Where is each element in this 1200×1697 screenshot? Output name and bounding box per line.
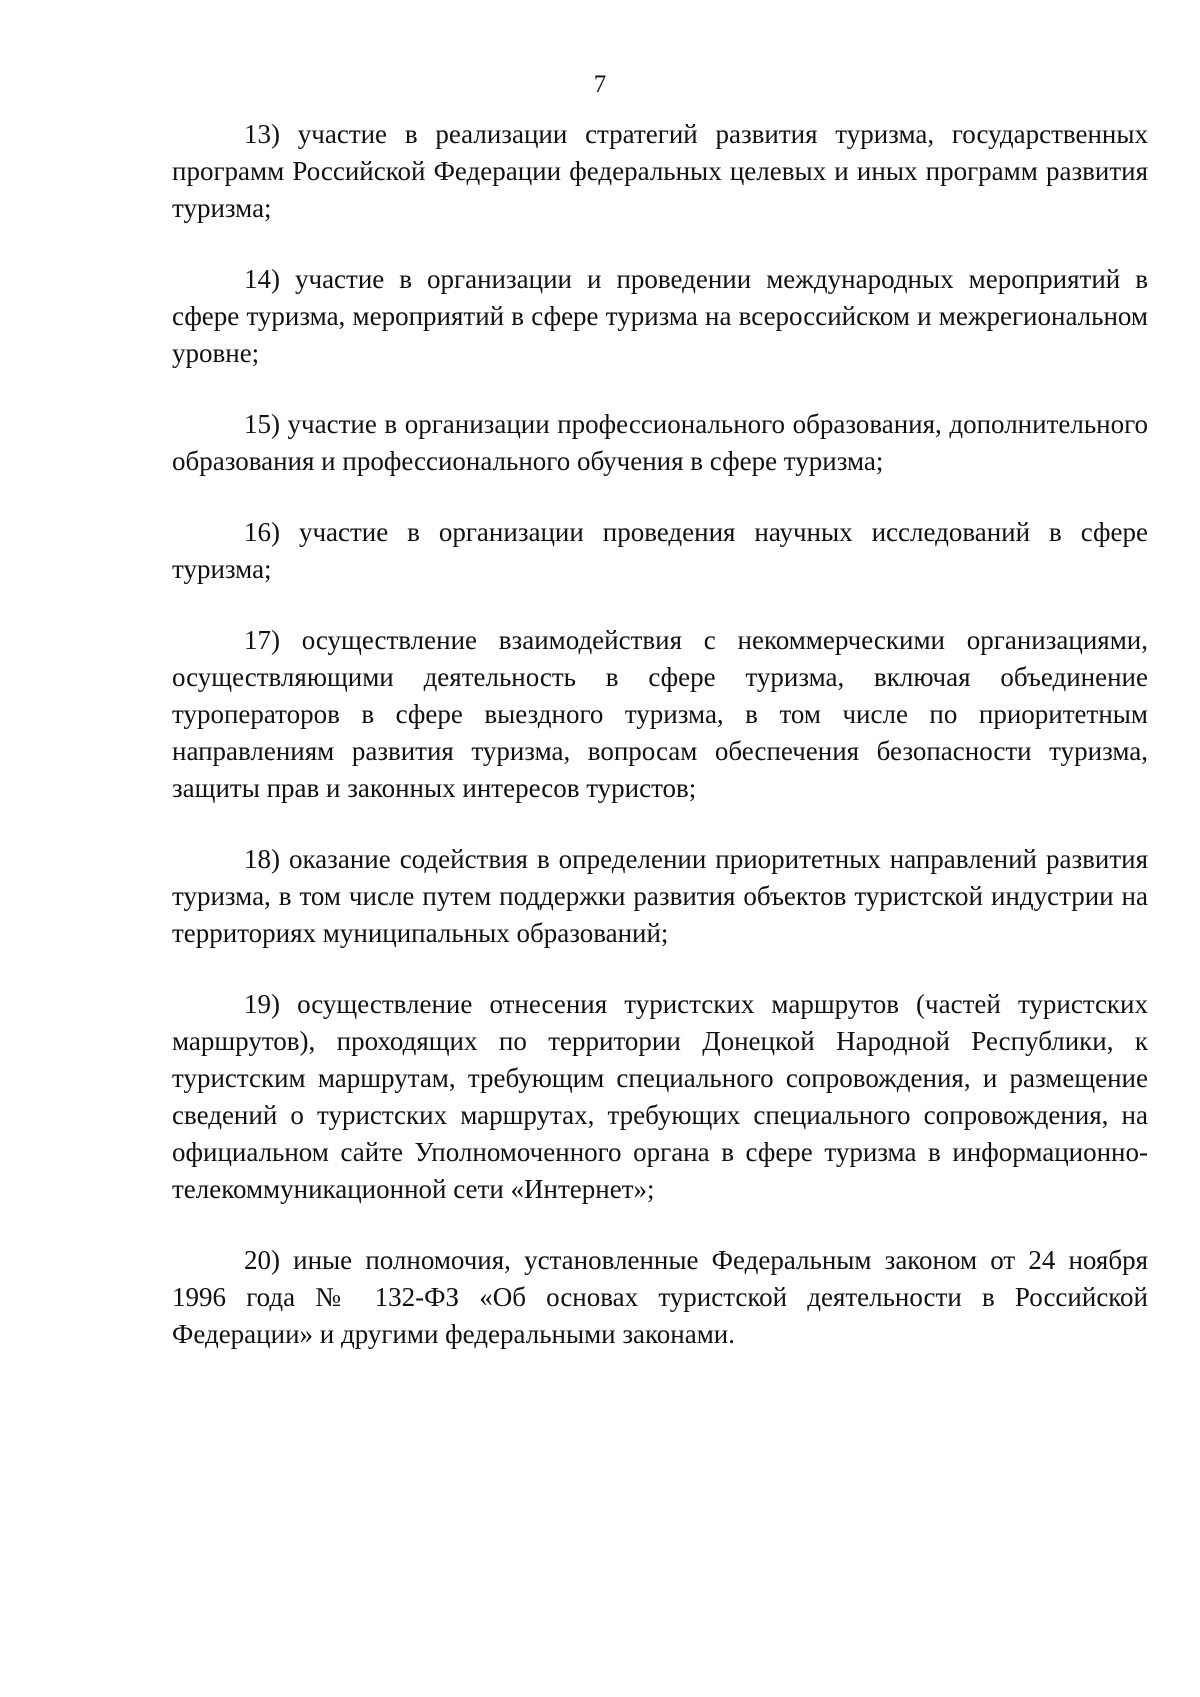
page-number: 7 <box>593 71 607 98</box>
list-item-16: 16) участие в организации проведения научных исследований в сфере туризма; <box>172 517 1148 584</box>
list-item-13: 13) участие в реализации стратегий развития туризма, государственных программ Российской Федерации федеральных целевых и иных программ развития туризма; <box>172 119 1148 223</box>
list-item-17: 17) осуществление взаимодействия с некоммерческими организациями, осуществляющими деятельность в сфере туризма, включая объединение туроператоров в сфере выездного туризма, в том числе по приоритетным направлениям развития туризма, вопросам обеспечения безопасности туризма, защиты прав и законных интересов туристов; <box>172 625 1148 803</box>
list-item-14: 14) участие в организации и проведении международных мероприятий в сфере туризма, мероприятий в сфере туризма на всероссийском и межрегиональном уровне; <box>172 264 1148 368</box>
list-item-20: 20) иные полномочия, установленные Федеральным законом от 24 ноября 1996 года № 132-ФЗ «Об основах туристской деятельности в Российской Федерации» и другими федеральными законами. <box>172 1245 1148 1349</box>
document-body <box>172 116 1148 1387</box>
list-item-19: 19) осуществление отнесения туристских маршрутов (частей туристских маршрутов), проходящих по территории Донецкой Народной Республики, к туристским маршрутам, требующим специального сопровождения, и размещение сведений о туристских маршрутах, требующих специального сопровождения, на официальном сайте Уполномоченного органа в сфере туризма в информационно-телекоммуникационной сети «Интернет»; <box>172 989 1148 1204</box>
list-item-15: 15) участие в организации профессионального образования, дополнительного образования и профессионального обучения в сфере туризма; <box>172 409 1148 476</box>
list-item-18: 18) оказание содействия в определении приоритетных направлений развития туризма, в том числе путем поддержки развития объектов туристской индустрии на территориях муниципальных образований; <box>172 844 1148 948</box>
